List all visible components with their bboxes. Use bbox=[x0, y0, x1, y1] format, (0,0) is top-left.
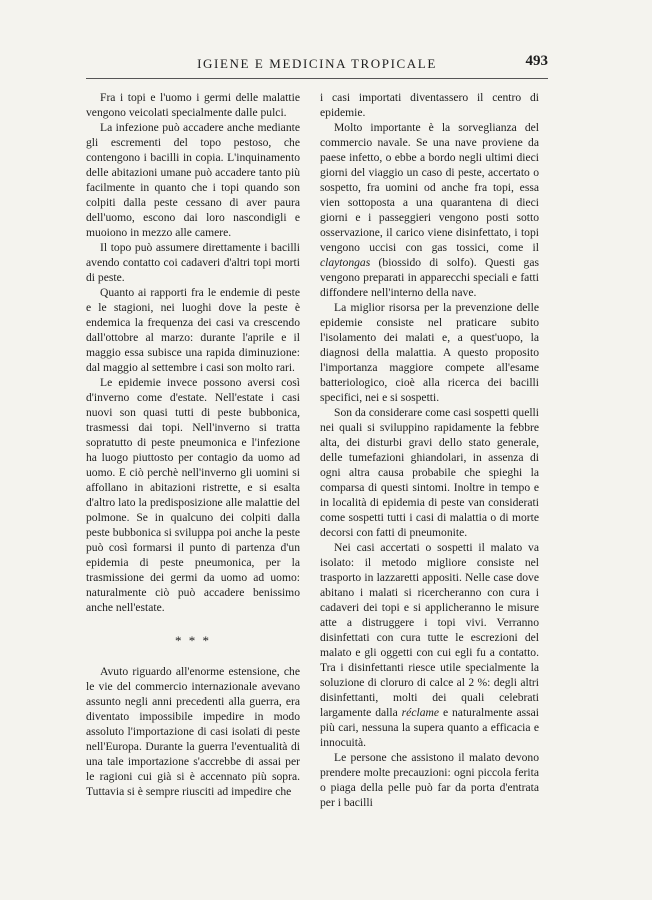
italic-term: claytongas bbox=[320, 256, 371, 269]
section-separator: * * * bbox=[175, 633, 211, 648]
paragraph: La miglior risorsa per la prevenzione delle epidemie consiste nel praticare subito l'isolamento dei malati e, a quest'uopo, la diagnosi della malattia. A questo proposito l'importanza maggiore compete all'esame batteriologico, cioè alla ricerca dei bacilli specifici, nei e si sospetti. bbox=[320, 301, 539, 404]
italic-term: réclame bbox=[401, 706, 440, 719]
text-run: Nei casi accertati o sospetti il malato va isolato: il metodo migliore consiste nel trasporto in lazzaretti appositi. Nelle case dove abitano i malati si ricercheranno con cura i cadaveri dei topi e si applicheranno le misure atte a distruggere i topi vivi. Verranno disinfettati con cura tutte le escrezioni del malato e gli oggetti con cui egli fu a contatto. Tra i disinfettanti riesce utile specialmente la soluzione di cloruro di calce al 2 %: degli altri disinfettanti, molti dei quali celebrati largamente dalla bbox=[320, 541, 539, 719]
running-title: IGIENE E MEDICINA TROPICALE bbox=[197, 56, 437, 71]
header-rule bbox=[86, 78, 548, 79]
left-column bbox=[86, 90, 300, 799]
right-column bbox=[320, 90, 539, 810]
page-header bbox=[86, 53, 548, 75]
text-run: (biossido di solfo). Questi gas vengono preparati in apparecchi speciali e fatti diffondere nell'interno della nave. bbox=[320, 256, 539, 299]
paragraph: La infezione può accadere anche mediante gli escrementi del topo pestoso, che contengono i bacilli in copia. L'inquinamento delle abitazioni umane può accadere tanto più facilmente in quanto che i topi quando son colpiti dalla peste cessano di aver paura dell'uomo, escono dai loro nascondigli e muoiono in mezzo alle camere. bbox=[86, 121, 300, 239]
paragraph: Son da considerare come casi sospetti quelli nei quali si sviluppino rapidamente la febbre alta, dei disturbi gravi dello stato generale, delle tumefazioni ghiandolari, in assenza di ogni altra causa probabile che spieghi la comparsa di questi sintomi. Inoltre in tempo e in località di epidemia di peste van considerati come sospetti tutti i casi di malattia o di morte decorsi con fatti di pneumonite. bbox=[320, 406, 539, 539]
page-number: 493 bbox=[525, 53, 548, 69]
text-run: e naturalmente assai più cari, nessuna la supera quanto a efficacia e innocuità. bbox=[320, 706, 539, 749]
paragraph bbox=[320, 540, 539, 750]
paragraph: i casi importati diventassero il centro di epidemie. bbox=[320, 91, 539, 119]
paragraph: Avuto riguardo all'enorme estensione, che le vie del commercio internazionale avevano assunto negli anni precedenti alla guerra, era diventato impossibile impedire in modo assoluto l'importazione di casi isolati di peste nell'Europa. Durante la guerra l'eventualità di una tale importazione s'accrebbe di assai per le ragioni cui già si è accennato più sopra. Tuttavia si è sempre riusciti ad impedire che bbox=[86, 665, 300, 798]
paragraph: Le persone che assistono il malato devono prendere molte precauzioni: ogni piccola ferita o piaga della pelle può far da porta d'entrata per i bacilli bbox=[320, 751, 539, 809]
paragraph: Quanto ai rapporti fra le endemie di peste e le stagioni, nei luoghi dove la peste è endemica la frequenza dei casi va crescendo dall'ottobre al marzo: durante l'aprile e il maggio essa subisce una rapida diminuzione: dal maggio al settembre i casi son molto rari. bbox=[86, 286, 300, 374]
paragraph: Le epidemie invece possono aversi così d'inverno come d'estate. Nell'estate i casi nuovi son quasi tutti di peste bubbonica, trasmessi dai topi. Nell'inverno si tratta sopratutto di peste pneumonica e l'infezione ha luogo piuttosto per contagio da uomo ad uomo. E ciò perchè nell'inverno gli uomini si affollano in abitazioni ristrette, e si esalta d'altro lato la predisposizione alle malattie del polmone. Se in qualcuno dei colpiti dalla peste bubbonica si sviluppa poi anche la peste può così formarsi il punto di partenza d'un epidemia di peste pneumonica, per la trasmissione dei germi da uomo ad uomo: naturalmente ciò può accadere benissimo anche nell'estate. bbox=[86, 376, 300, 614]
paragraph: Il topo può assumere direttamente i bacilli avendo contatto coi cadaveri d'altri topi morti di peste. bbox=[86, 241, 300, 284]
paragraph: Fra i topi e l'uomo i germi delle malattie vengono veicolati specialmente dalle pulci. bbox=[86, 91, 300, 119]
text-run: Molto importante è la sorveglianza del commercio navale. Se una nave proviene da paese infetto, o ebbe a bordo negli ultimi dieci giorni del viaggio un caso di peste, accertato o sospetto, fra uomini od anche fra topi, essa vien sottoposta a una quarantena di dieci giorni e i passeggieri vengono posti sotto osservazione, il carico viene disinfettato, i topi vengono uccisi con gas tossici, come il bbox=[320, 121, 539, 254]
paragraph bbox=[320, 120, 539, 300]
